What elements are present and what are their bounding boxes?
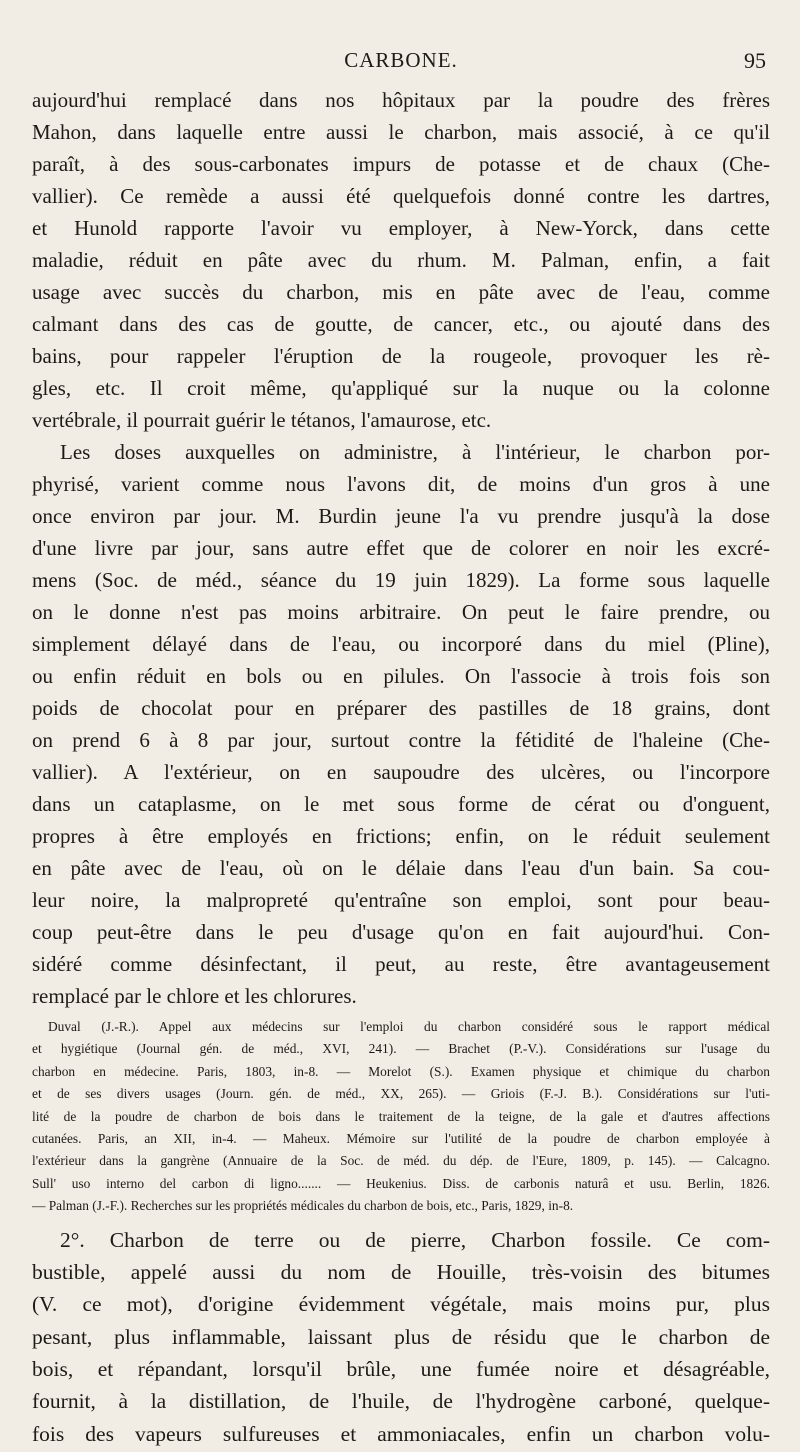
bibliography-line: Duval (J.-R.). Appel aux médecins sur l'emploi du charbon considéré sous le rapport médical [48,1019,770,1034]
page-header [32,48,770,84]
text-line: bustible, appelé aussi du nom de Houille, très-voisin des bitumes [32,1259,770,1284]
text-line: en pâte avec de l'eau, où on le délaie dans l'eau d'un bain. Sa cou- [32,856,770,880]
text-line: once environ par jour. M. Burdin jeune l'a vu prendre jusqu'à la dose [32,504,770,528]
text-line: vallier). A l'extérieur, on en saupoudre des ulcères, ou l'incorpore [32,760,770,784]
text-line: et Hunold rapporte l'avoir vu employer, à New-Yorck, dans cette [32,216,770,240]
text-line: paraît, à des sous-carbonates impurs de potasse et de chaux (Che- [32,152,770,176]
text-line: pesant, plus inflammable, laissant plus de résidu que le charbon de [32,1324,770,1349]
text-line: propres à être employés en frictions; enfin, on le réduit seulement [32,824,770,848]
text-line: leur noire, la malpropreté qu'entraîne son emploi, sont pour beau- [32,888,770,912]
bibliography-line: lité de la poudre de charbon de bois dans le traitement de la teigne, de la gale et d'autres affections [32,1108,770,1124]
text-line: on le donne n'est pas moins arbitraire. On peut le faire prendre, ou [32,600,770,624]
bibliography-line: Sull' uso interno del carbon di ligno....... — Heukenius. Diss. de carbonis naturâ et usu. Berlin, 1826. [32,1175,770,1191]
text-line: sidéré comme désinfectant, il peut, au reste, être avantageusement [32,952,770,976]
text-line: gles, etc. Il croit même, qu'appliqué sur la nuque ou la colonne [32,376,770,400]
text-line: 2°. Charbon de terre ou de pierre, Charbon fossile. Ce com- [60,1227,770,1252]
text-line: (V. ce mot), d'origine évidemment végétale, mais moins pur, plus [32,1292,770,1317]
bibliography-line: et de ses divers usages (Journ. gén. de méd., XX, 265). — Griois (F.-J. B.). Considérations sur l'uti- [32,1086,770,1102]
text-line: remplacé par le chlore et les chlorures. [32,984,357,1008]
text-line: Les doses auxquelles on administre, à l'intérieur, le charbon por- [60,440,770,464]
text-line: d'une livre par jour, sans autre effet que de colorer en noir les excré- [32,536,770,560]
text-line: coup peut-être dans le peu d'usage qu'on en fait aujourd'hui. Con- [32,920,770,944]
bibliography-line: et hygiétique (Journal gén. de méd., XVI, 241). — Brachet (P.-V.). Considérations sur l'usage du [32,1041,770,1057]
page-number: 95 [744,48,766,73]
text-line: vallier). Ce remède a aussi été quelquefois donné contre les dartres, [32,184,770,208]
body-text [32,84,770,1450]
text-line: usage avec succès du charbon, mis en pâte avec de l'eau, comme [32,280,770,304]
bibliography-line: — Palman (J.-F.). Recherches sur les propriétés médicales du charbon de bois, etc., Paris, 1829, in-8. [32,1198,574,1214]
text-line: fois des vapeurs sulfureuses et ammoniacales, enfin un charbon volu- [32,1421,770,1446]
text-line: poids de chocolat pour en préparer des pastilles de 18 grains, dont [32,696,770,720]
text-line: ou enfin réduit en bols ou en pilules. On l'associe à trois fois son [32,664,770,688]
text-line: simplement délayé dans de l'eau, ou incorporé dans du miel (Pline), [32,632,770,656]
text-line: Mahon, dans laquelle entre aussi le charbon, mais associé, à ce qu'il [32,120,770,144]
bibliography [32,1016,770,1218]
text-line: on prend 6 à 8 par jour, surtout contre la fétidité de l'haleine (Che- [32,728,770,752]
bibliography-line: charbon en médecine. Paris, 1803, in-8. — Morelot (S.). Examen physique et chimique du charbon [32,1063,770,1079]
text-line: fournit, à la distillation, de l'huile, de l'hydrogène carboné, quelque- [32,1389,770,1414]
text-line: phyrisé, varient comme nous l'avons dit, de moins d'un gros à une [32,472,770,496]
text-line: aujourd'hui remplacé dans nos hôpitaux par la poudre des frères [32,88,770,112]
paragraph-1 [32,84,770,436]
section-charbon-de-terre [32,1224,770,1451]
text-line: bois, et répandant, lorsqu'il brûle, une fumée noire et désagréable, [32,1357,770,1382]
bibliography-line: l'extérieur dans la gangrène (Annuaire de la Soc. de méd. du dép. de l'Eure, 1809, p. 145). — Calcagno. [32,1153,770,1169]
text-line: vertébrale, il pourrait guérir le tétanos, l'amaurose, etc. [32,408,492,432]
text-line: maladie, réduit en pâte avec du rhum. M. Palman, enfin, a fait [32,248,770,272]
running-title: CARBONE. [344,48,458,72]
text-line: mens (Soc. de méd., séance du 19 juin 1829). La forme sous laquelle [32,568,770,592]
text-line: calmant dans des cas de goutte, de cancer, etc., ou ajouté dans des [32,312,770,336]
text-line: bains, pour rappeler l'éruption de la rougeole, provoquer les rè- [32,344,770,368]
text-line: dans un cataplasme, on le met sous forme de cérat ou d'onguent, [32,792,770,816]
bibliography-line: cutanées. Paris, an XII, in-4. — Maheux. Mémoire sur l'utilité de la poudre de charbon employée à [32,1130,770,1146]
paragraph-2 [32,436,770,1012]
